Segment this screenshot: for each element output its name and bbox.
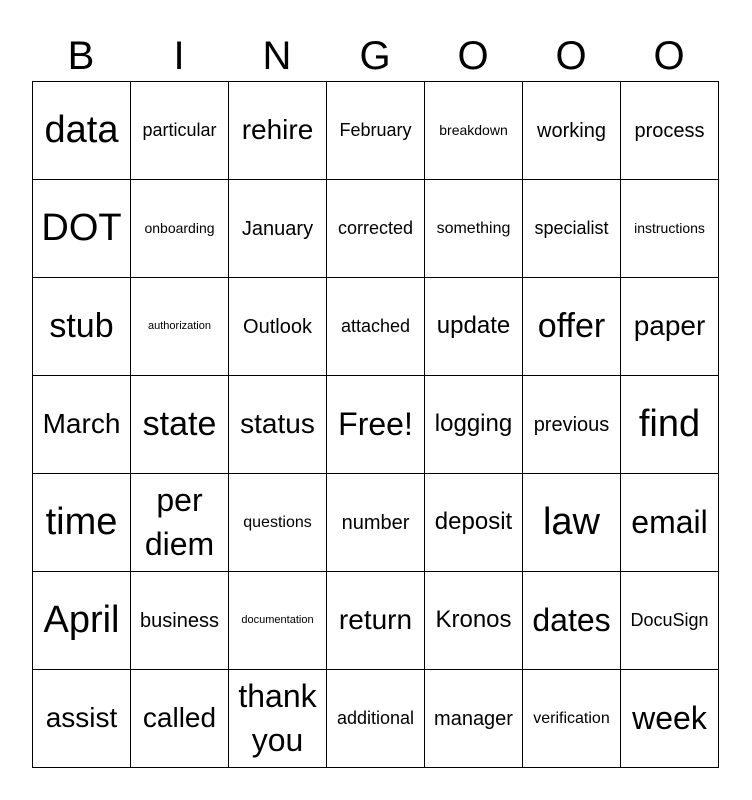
bingo-cell[interactable]: paper <box>621 278 719 376</box>
bingo-cell[interactable]: DocuSign <box>621 572 719 670</box>
bingo-cell[interactable]: per diem <box>131 474 229 572</box>
bingo-cell[interactable]: DOT <box>33 180 131 278</box>
bingo-cell[interactable]: law <box>523 474 621 572</box>
bingo-cell[interactable]: something <box>425 180 523 278</box>
bingo-cell[interactable]: specialist <box>523 180 621 278</box>
bingo-cell[interactable]: deposit <box>425 474 523 572</box>
bingo-cell[interactable]: onboarding <box>131 180 229 278</box>
bingo-cell[interactable]: find <box>621 376 719 474</box>
bingo-cell[interactable]: manager <box>425 670 523 768</box>
bingo-cell[interactable]: data <box>33 82 131 180</box>
bingo-cell[interactable]: status <box>229 376 327 474</box>
header-letter-b: B <box>67 34 95 78</box>
bingo-cell[interactable]: number <box>327 474 425 572</box>
bingo-cell[interactable]: Free! <box>327 376 425 474</box>
bingo-cell[interactable]: instructions <box>621 180 719 278</box>
bingo-cell[interactable]: February <box>327 82 425 180</box>
bingo-cell[interactable]: attached <box>327 278 425 376</box>
bingo-cell[interactable]: March <box>33 376 131 474</box>
bingo-cell[interactable]: previous <box>523 376 621 474</box>
bingo-cell[interactable]: authorization <box>131 278 229 376</box>
bingo-cell[interactable]: dates <box>523 572 621 670</box>
header-letter-n: N <box>262 34 292 78</box>
header-letter-o: O <box>653 34 685 78</box>
header-letter-o: O <box>457 34 489 78</box>
header-letter-o: O <box>555 34 587 78</box>
bingo-cell[interactable]: business <box>131 572 229 670</box>
bingo-cell[interactable]: assist <box>33 670 131 768</box>
header-letter-g: G <box>359 34 391 78</box>
bingo-cell[interactable]: week <box>621 670 719 768</box>
bingo-cell[interactable]: rehire <box>229 82 327 180</box>
bingo-cell[interactable]: offer <box>523 278 621 376</box>
bingo-cell[interactable]: time <box>33 474 131 572</box>
header-letter-i: I <box>173 34 185 78</box>
bingo-cell[interactable]: April <box>33 572 131 670</box>
bingo-cell[interactable]: questions <box>229 474 327 572</box>
bingo-cell[interactable]: documentation <box>229 572 327 670</box>
bingo-header <box>32 30 718 82</box>
bingo-cell[interactable]: return <box>327 572 425 670</box>
bingo-cell[interactable]: corrected <box>327 180 425 278</box>
bingo-cell[interactable]: logging <box>425 376 523 474</box>
bingo-cell[interactable]: process <box>621 82 719 180</box>
bingo-cell[interactable]: called <box>131 670 229 768</box>
bingo-cell[interactable]: particular <box>131 82 229 180</box>
bingo-cell[interactable]: January <box>229 180 327 278</box>
bingo-cell[interactable]: Kronos <box>425 572 523 670</box>
bingo-cell[interactable]: Outlook <box>229 278 327 376</box>
bingo-cell[interactable]: verification <box>523 670 621 768</box>
bingo-cell[interactable]: breakdown <box>425 82 523 180</box>
bingo-cell[interactable]: thank you <box>229 670 327 768</box>
bingo-cell[interactable]: additional <box>327 670 425 768</box>
bingo-cell[interactable]: update <box>425 278 523 376</box>
bingo-cell[interactable]: email <box>621 474 719 572</box>
bingo-card-grid <box>32 81 719 768</box>
bingo-cell[interactable]: working <box>523 82 621 180</box>
bingo-cell[interactable]: state <box>131 376 229 474</box>
bingo-cell[interactable]: stub <box>33 278 131 376</box>
